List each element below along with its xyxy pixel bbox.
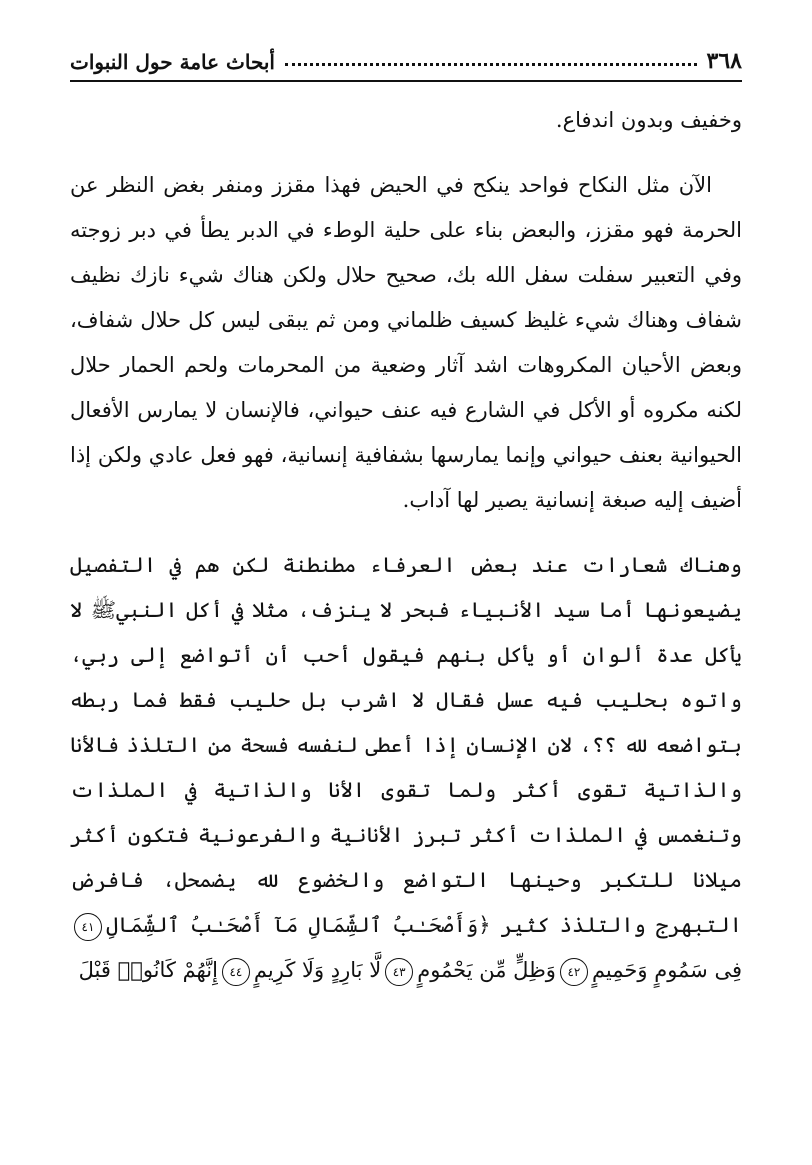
quran-phrase-5: إِنَّهُمْ كَانُوا۟ قَبْلَ: [78, 958, 218, 982]
verse-number-41: ٤١: [74, 913, 102, 941]
verse-number-43: ٤٣: [385, 958, 413, 986]
page-body: [70, 98, 742, 993]
paragraph-3: [70, 543, 742, 993]
page-number: ٣٦٨: [706, 48, 742, 74]
running-title: أبحاث عامة حول النبوات: [70, 50, 275, 74]
paragraph-1: وخفيف وبدون اندفاع.: [555, 108, 742, 132]
quran-open-bracket: ﴿: [478, 913, 491, 937]
paragraph-3-text: وهناك شعارات عند بعض العرفاء مطنطنة لكن هم في التفصيل يضيعونها أما سيد الأنبياء فبحر لا ينزف، مثلا في أكل النبيﷺ لا يأكل عدة ألوان أو يأكل بنهم فيقول أحب أن أتواضع إلى ربي، واتوه بحليب فيه عسل فقال لا اشرب بل حليب فقط فما ربطه بتواضعه لله ؟؟، لان الإنسان إذا أعطى لنفسه فسحة من التلذذ فالأنا والذاتية تقوى أكثر ولما تقوى الأنا والذاتية في الملذات وتنغمس في الملذات أكثر تبرز الأنانية والفرعونية فتكون أكثر ميلانا للتكبر وحينها التواضع والخضوع لله يضمحل، فافرض التبهرج والتلذذ كثير: [70, 553, 742, 937]
header-dot-leader: [285, 63, 697, 66]
verse-number-42: ٤٢: [560, 958, 588, 986]
quran-phrase-3: وَظِلٍّ مِّن يَحْمُومٍ: [417, 958, 556, 982]
quran-phrase-2: فِى سَمُومٍ وَحَمِيمٍ: [591, 958, 742, 982]
page-header: [70, 42, 742, 82]
quran-phrase-1: وَأَصْحَـٰبُ ٱلشِّمَالِ مَآ أَصْحَـٰبُ ٱلشِّمَالِ: [106, 913, 479, 937]
quran-phrase-4: لَّا بَارِدٍ وَلَا كَرِيمٍ: [253, 958, 382, 982]
verse-number-44: ٤٤: [222, 958, 250, 986]
paragraph-2: الآن مثل النكاح فواحد ينكح في الحيض فهذا مقزز ومنفر بغض النظر عن الحرمة فهو مقزز، والبعض بناء على حلية الوطء في الدبر يطأ في دبر زوجته وفي التعبير سفلت سفل الله بك، صحيح حلال ولكن هناك شيء نازك نظيف شفاف وهناك شيء غليظ كسيف ظلماني ومن ثم يبقى ليس كل حلال شفاف، وبعض الأحيان المكروهات اشد آثار وضعية من المحرمات ولحم الحمار حلال لكنه مكروه أو الأكل في الشارع فيه عنف حيواني، فالإنسان لا يمارس الأفعال الحيوانية بعنف حيواني وإنما يمارسها بشفافية إنسانية، فهو فعل عادي ولكن إذا أضيف إليه صبغة إنسانية يصير لها آداب.: [70, 173, 742, 512]
